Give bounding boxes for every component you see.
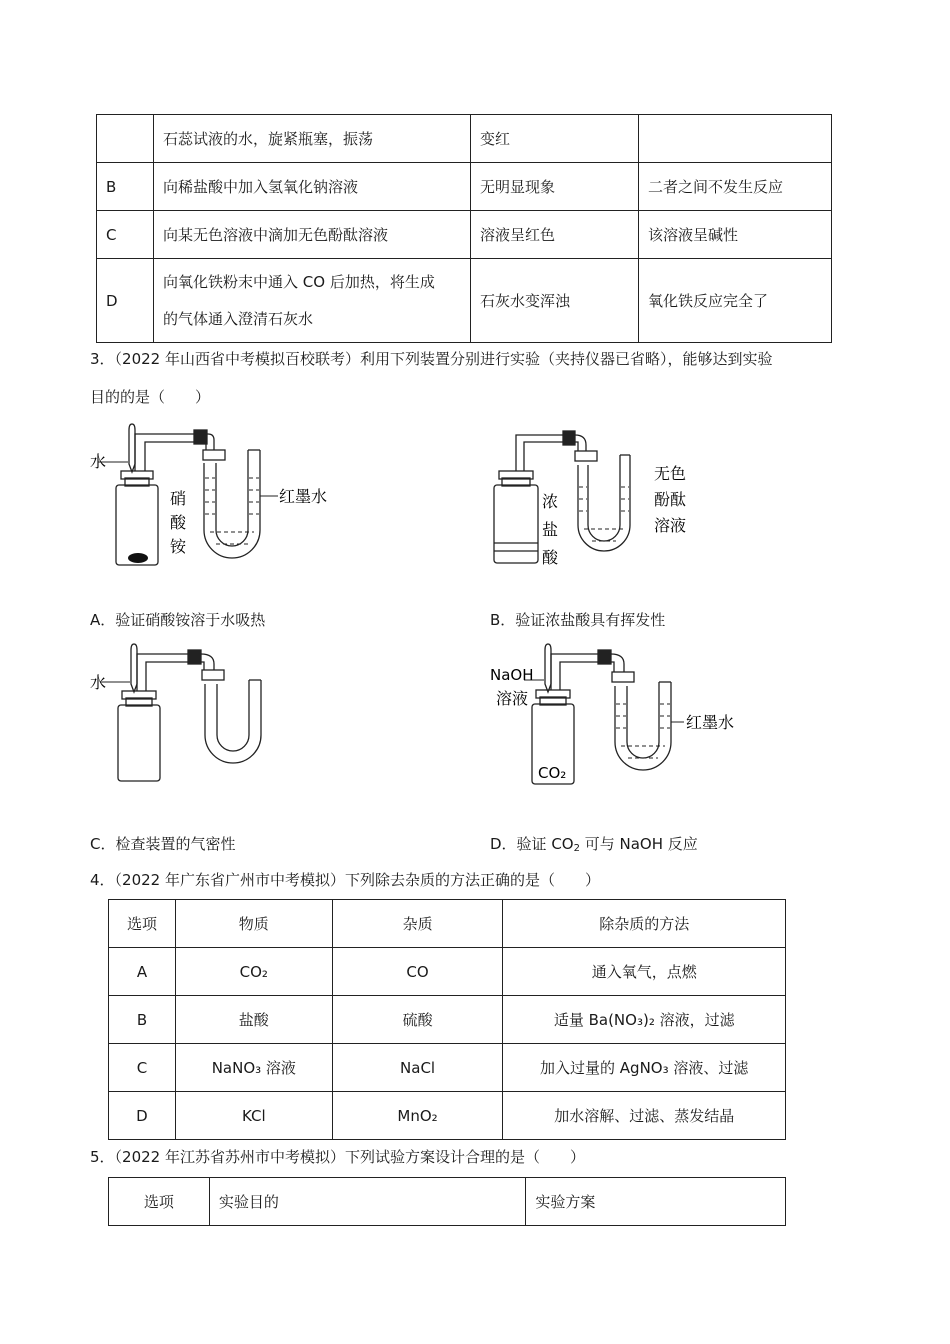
question-3-line2: 目的的是（ ） <box>90 388 211 406</box>
apparatus-figure-b <box>488 425 718 575</box>
method-cell: 加入过量的 AgNO₃ 溶液、过滤 <box>503 1044 786 1092</box>
header-cell: 物质 <box>175 900 332 948</box>
impurity-cell: 硫酸 <box>332 996 503 1044</box>
option-cell: A <box>109 948 176 996</box>
liquid-label: 红墨水 <box>686 713 735 732</box>
conclusion-cell: 该溶液呈碱性 <box>639 211 832 259</box>
phenomenon-cell: 变红 <box>471 115 639 163</box>
caption-a: A．验证硝酸铵溶于水吸热 <box>90 611 266 629</box>
liquid-label: 红墨水 <box>279 487 328 506</box>
substance-cell: KCl <box>175 1092 332 1140</box>
question-text: （2022 年广东省广州市中考模拟）下列除去杂质的方法正确的是（ ） <box>114 871 600 889</box>
caption-c: C．检查装置的气密性 <box>90 835 236 853</box>
method-cell: 适量 Ba(NO₃)₂ 溶液，过滤 <box>503 996 786 1044</box>
caption-d-text-2: 可与 NaOH 反应 <box>579 835 698 853</box>
gas-label: CO₂ <box>538 764 567 782</box>
solid-label-char: 硝 <box>170 489 187 508</box>
apparatus-figure-c <box>88 640 308 790</box>
header-cell: 杂质 <box>332 900 503 948</box>
impurity-table <box>108 899 786 1140</box>
phenomenon-cell: 石灰水变浑浊 <box>471 259 639 343</box>
experiment-table-q2 <box>96 114 832 343</box>
operation-cell: 向某无色溶液中滴加无色酚酞溶液 <box>154 211 471 259</box>
method-cell: 加水溶解、过滤、蒸发结晶 <box>503 1092 786 1140</box>
table-row <box>109 1044 786 1092</box>
header-cell: 实验目的 <box>209 1178 526 1226</box>
substance-cell: NaNO₃ 溶液 <box>175 1044 332 1092</box>
water-label: 水 <box>90 673 107 692</box>
table-row <box>97 211 832 259</box>
header-cell: 除杂质的方法 <box>503 900 786 948</box>
question-number: 4． <box>90 871 115 889</box>
caption-d <box>490 833 698 854</box>
conclusion-cell: 氧化铁反应完全了 <box>639 259 832 343</box>
operation-cell <box>154 259 471 343</box>
impurity-cell: NaCl <box>332 1044 503 1092</box>
option-cell: B <box>109 996 176 1044</box>
caption-b: B．验证浓盐酸具有挥发性 <box>490 611 666 629</box>
table-header-row <box>109 900 786 948</box>
question-3-line1 <box>90 348 773 369</box>
question-text: （2022 年山西省中考模拟百校联考）利用下列装置分别进行实验（夹持仪器已省略），能够达到实验 <box>114 350 773 368</box>
naoh-label: NaOH <box>490 666 534 684</box>
option-cell: D <box>109 1092 176 1140</box>
question-number: 3． <box>90 350 115 368</box>
option-cell <box>97 115 154 163</box>
operation-line: 向氧化铁粉末中通入 CO 后加热，将生成 <box>163 272 435 291</box>
indicator-label-line: 无色 <box>654 464 687 483</box>
apparatus-figure-a <box>88 420 348 580</box>
solid-label-char: 铵 <box>170 537 187 556</box>
reagent-label-char: 浓 <box>542 492 559 511</box>
solid-label-char: 酸 <box>170 513 187 532</box>
question-5 <box>90 1146 585 1167</box>
caption-d-sub: 2 <box>573 843 580 854</box>
operation-cell: 石蕊试液的水，旋紧瓶塞，振荡 <box>154 115 471 163</box>
impurity-cell: MnO₂ <box>332 1092 503 1140</box>
option-cell: D <box>97 259 154 343</box>
table-row <box>97 115 832 163</box>
impurity-cell: CO <box>332 948 503 996</box>
question-number: 5． <box>90 1148 115 1166</box>
reagent-label-char: 酸 <box>542 548 559 567</box>
table-row <box>97 163 832 211</box>
indicator-label-line: 酚酞 <box>654 490 687 509</box>
conclusion-cell: 二者之间不发生反应 <box>639 163 832 211</box>
reagent-label-char: 盐 <box>542 520 559 539</box>
naoh-label-2: 溶液 <box>496 689 529 708</box>
phenomenon-cell: 无明显现象 <box>471 163 639 211</box>
phenomenon-cell: 溶液呈红色 <box>471 211 639 259</box>
substance-cell: CO₂ <box>175 948 332 996</box>
table-header-row <box>109 1178 786 1226</box>
method-cell: 通入氧气，点燃 <box>503 948 786 996</box>
question-4 <box>90 869 600 890</box>
header-cell: 选项 <box>109 900 176 948</box>
table-row <box>97 259 832 343</box>
experiment-table-q5 <box>108 1177 786 1226</box>
question-text: （2022 年江苏省苏州市中考模拟）下列试验方案设计合理的是（ ） <box>114 1148 585 1166</box>
table-row <box>109 996 786 1044</box>
indicator-label-line: 溶液 <box>654 516 687 535</box>
option-cell: C <box>109 1044 176 1092</box>
option-cell: B <box>97 163 154 211</box>
conclusion-cell <box>639 115 832 163</box>
header-cell: 选项 <box>109 1178 210 1226</box>
table-row <box>109 1092 786 1140</box>
operation-line: 的气体通入澄清石灰水 <box>163 309 314 328</box>
apparatus-figure-d <box>488 642 758 792</box>
header-cell: 实验方案 <box>526 1178 786 1226</box>
caption-d-text: D．验证 CO <box>490 835 574 853</box>
table-row <box>109 948 786 996</box>
substance-cell: 盐酸 <box>175 996 332 1044</box>
water-label: 水 <box>90 452 107 471</box>
option-cell: C <box>97 211 154 259</box>
operation-cell: 向稀盐酸中加入氢氧化钠溶液 <box>154 163 471 211</box>
